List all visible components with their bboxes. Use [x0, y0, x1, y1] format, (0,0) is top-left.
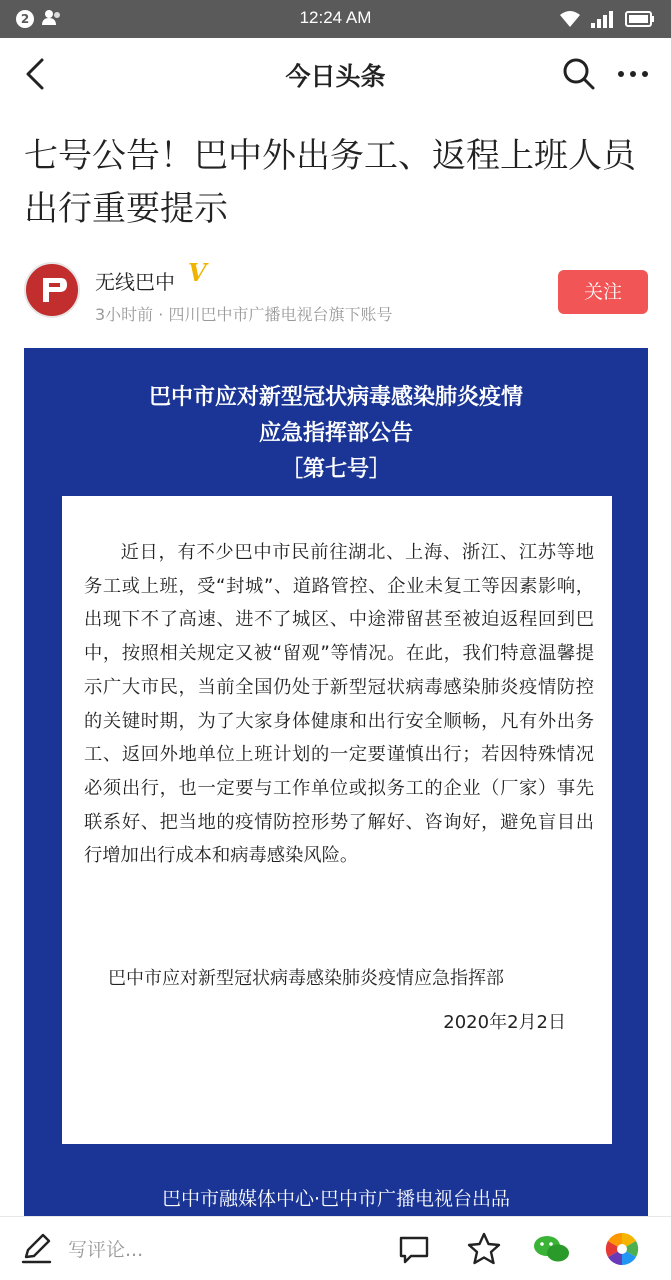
moments-share-icon — [604, 1231, 640, 1267]
verified-badge: V — [188, 258, 207, 287]
moments-share-button[interactable] — [604, 1231, 640, 1267]
status-bar — [0, 0, 671, 38]
notice-heading-line3: ［第七号］ — [280, 457, 391, 482]
notification-count-badge: 2 — [16, 10, 34, 28]
search-icon — [559, 54, 599, 94]
favorite-button[interactable] — [466, 1231, 502, 1267]
comment-button[interactable] — [396, 1231, 432, 1267]
search-button[interactable] — [559, 54, 599, 94]
battery-icon — [625, 10, 655, 32]
author-name[interactable]: 无线巴中 — [95, 270, 175, 294]
follow-button[interactable]: 关注 — [558, 270, 648, 314]
notice-body: 近日，有不少巴中市民前往湖北、上海、浙江、江苏等地务工或上班，受“封城”、道路管控、企业未复工等因素影响，出现下不了高速、进不了城区、中途滞留甚至被迫返程回到巴中，按照相关规定又被“留观”等情况。在此，我们特意温馨提示广大市民，当前全国仍处于新型冠状病毒感染肺炎疫情防控的关键时期，为了大家身体健康和出行安全顺畅，凡有外出务工、返回外地单位上班计划的一定要谨慎出行；若因特殊情况必须出行，也一定要与工作单位或拟务工的企业（厂家）事先联系好、把当地的疫情防控形势了解好、咨询好，避免盲目出行增加出行成本和病毒感染风险。 — [84, 542, 594, 867]
author-avatar[interactable] — [24, 262, 80, 318]
back-button[interactable] — [18, 54, 58, 94]
notice-date: 2020年2月2日 — [443, 1012, 566, 1033]
notice-footer: 巴中市融媒体中心·巴中市广播电视台出品 — [161, 1188, 511, 1210]
comment-icon — [396, 1231, 432, 1267]
notice-card — [62, 496, 612, 1144]
notice-heading-line2: 应急指挥部公告 — [258, 421, 413, 446]
pencil-icon — [20, 1231, 54, 1265]
status-right — [559, 10, 655, 32]
comment-placeholder: 写评论... — [68, 1238, 144, 1261]
comment-input[interactable] — [20, 1231, 143, 1265]
notice-image[interactable] — [24, 348, 648, 1218]
wifi-icon — [559, 10, 581, 32]
bottom-bar — [0, 1216, 671, 1280]
star-icon — [466, 1231, 502, 1267]
wechat-share-icon — [532, 1231, 572, 1267]
more-dots-icon — [613, 54, 653, 94]
wechat-share-button[interactable] — [532, 1231, 568, 1267]
signal-icon — [591, 10, 615, 32]
more-button[interactable] — [613, 54, 653, 94]
status-time: 12:24 AM — [299, 8, 372, 27]
header-title: 今日头条 — [285, 62, 386, 91]
notice-heading-line1: 巴中市应对新型冠状病毒感染肺炎疫情 — [148, 385, 523, 410]
author-meta: 3小时前 · 四川巴中市广播电视台旗下账号 — [95, 305, 393, 324]
notice-signature: 巴中市应对新型冠状病毒感染肺炎疫情应急指挥部 — [108, 968, 504, 989]
article-title: 七号公告！巴中外出务工、返程上班人员出行重要提示 — [24, 136, 636, 229]
back-arrow-icon — [18, 54, 58, 94]
author-logo-icon — [26, 264, 78, 316]
app-header — [0, 38, 671, 110]
